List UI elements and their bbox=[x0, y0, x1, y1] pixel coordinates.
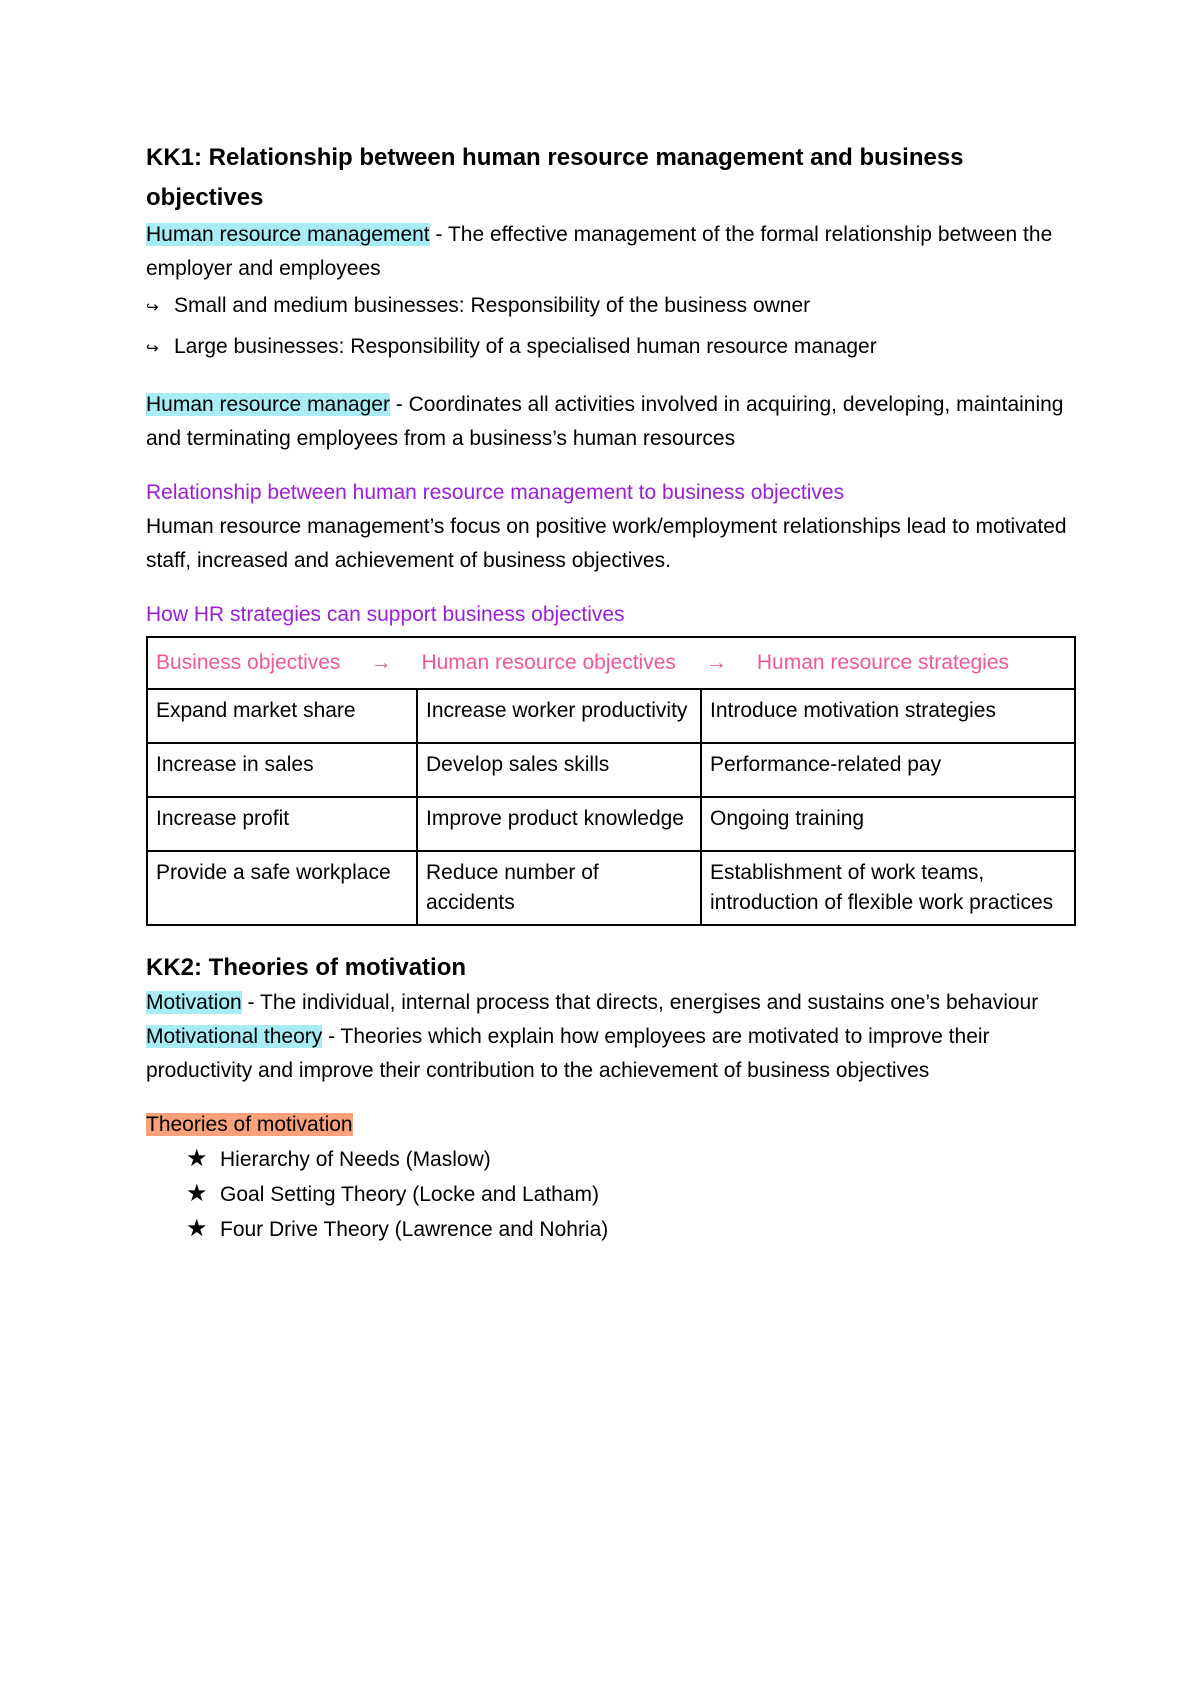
table-cell: Increase in sales bbox=[147, 743, 417, 797]
motivation-def: - The individual, internal process that directs, energises and sustains one’s behaviour bbox=[241, 991, 1039, 1014]
right-arrow-icon: → bbox=[705, 651, 727, 674]
motivation-term: Motivation bbox=[146, 991, 242, 1014]
hrmgr-definition bbox=[146, 388, 1076, 456]
table-cell: Introduce motivation strategies bbox=[701, 689, 1075, 743]
hrm-definition bbox=[146, 218, 1076, 286]
table-row bbox=[147, 689, 1075, 743]
hrm-def: - The effective management of the formal relationship between the employer and employees bbox=[146, 223, 1053, 280]
bullet-item bbox=[146, 286, 1076, 327]
kk2-title: KK2: Theories of motivation bbox=[146, 954, 467, 981]
motivation-definition bbox=[146, 986, 1076, 1020]
bullet-text: Large businesses: Responsibility of a specialised human resource manager bbox=[174, 335, 877, 358]
hook-arrow-icon: ↪ bbox=[146, 299, 159, 316]
table-cell: Reduce number of accidents bbox=[417, 851, 701, 925]
table-cell: Develop sales skills bbox=[417, 743, 701, 797]
table-row bbox=[147, 797, 1075, 851]
list-item bbox=[186, 1212, 1076, 1247]
right-arrow-icon: → bbox=[370, 651, 392, 674]
relationship-heading: Relationship between human resource management to business objectives bbox=[146, 481, 845, 504]
motivational-theory-definition bbox=[146, 1020, 1076, 1088]
table-header-row bbox=[147, 637, 1075, 689]
header-business-objectives: Business objectives bbox=[156, 651, 341, 674]
theories-list bbox=[186, 1142, 1076, 1247]
theory-text: Hierarchy of Needs (Maslow) bbox=[220, 1148, 491, 1171]
table-row bbox=[147, 743, 1075, 797]
bullet-text: Small and medium businesses: Responsibility of the business owner bbox=[174, 294, 811, 317]
table-cell: Establishment of work teams, introduction of flexible work practices bbox=[701, 851, 1075, 925]
hrmgr-term: Human resource manager bbox=[146, 393, 390, 416]
theories-heading: Theories of motivation bbox=[146, 1113, 353, 1136]
table-cell: Ongoing training bbox=[701, 797, 1075, 851]
star-icon: ★ bbox=[186, 1215, 208, 1242]
table-cell: Expand market share bbox=[147, 689, 417, 743]
document-page bbox=[146, 138, 1076, 1247]
hook-arrow-icon: ↪ bbox=[146, 340, 159, 357]
theories-heading-line bbox=[146, 1108, 1076, 1142]
list-item bbox=[186, 1142, 1076, 1177]
hr-strategies-table bbox=[146, 636, 1076, 926]
table-cell: Improve product knowledge bbox=[417, 797, 701, 851]
relationship-text: Human resource management’s focus on positive work/employment relationships lead to motivated staff, increased and achievement of business objectives. bbox=[146, 515, 1067, 572]
hrm-term: Human resource management bbox=[146, 223, 430, 246]
theory-text: Four Drive Theory (Lawrence and Nohria) bbox=[220, 1218, 609, 1241]
table-cell: Performance-related pay bbox=[701, 743, 1075, 797]
table-header-cell bbox=[147, 637, 1075, 689]
strategies-heading: How HR strategies can support business objectives bbox=[146, 603, 625, 626]
hrmgr-def: - Coordinates all activities involved in acquiring, developing, maintaining and terminating employees from a business’s human resources bbox=[146, 393, 1064, 450]
kk1-title: KK1: Relationship between human resource management and business objectives bbox=[146, 144, 964, 211]
list-item bbox=[186, 1177, 1076, 1212]
motivational-theory-def: - Theories which explain how employees are motivated to improve their productivity and improve their contribution to the achievement of business objectives bbox=[146, 1025, 990, 1082]
star-icon: ★ bbox=[186, 1180, 208, 1207]
bullet-item bbox=[146, 327, 1076, 368]
theory-text: Goal Setting Theory (Locke and Latham) bbox=[220, 1183, 599, 1206]
header-hr-objectives: Human resource objectives bbox=[421, 651, 676, 674]
table-row bbox=[147, 851, 1075, 925]
table-cell: Increase profit bbox=[147, 797, 417, 851]
motivational-theory-term: Motivational theory bbox=[146, 1025, 323, 1048]
table-cell: Provide a safe workplace bbox=[147, 851, 417, 925]
star-icon: ★ bbox=[186, 1145, 208, 1172]
header-hr-strategies: Human resource strategies bbox=[756, 651, 1010, 674]
table-cell: Increase worker productivity bbox=[417, 689, 701, 743]
